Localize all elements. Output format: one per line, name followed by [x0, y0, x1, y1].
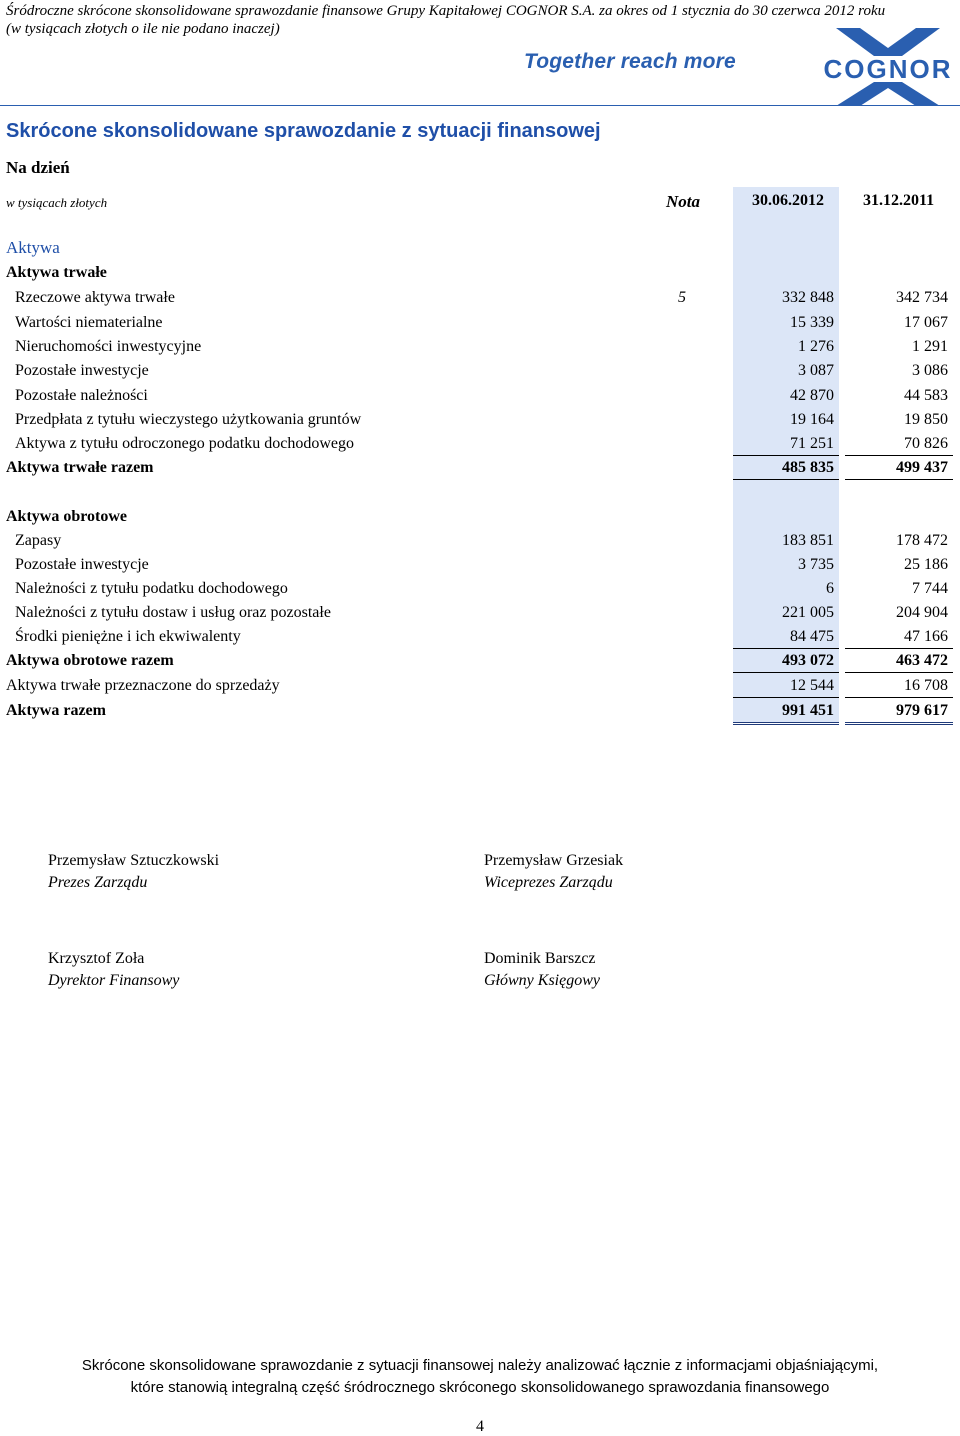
header-divider: [0, 105, 960, 106]
value-30-06-2012: 1 276: [798, 338, 834, 355]
value-30-06-2012: 493 072: [782, 652, 834, 669]
value-30-06-2012: 991 451: [782, 702, 834, 719]
value-31-12-2011: 979 617: [896, 702, 948, 719]
value-31-12-2011: 25 186: [904, 556, 948, 573]
table-row: [0, 286, 960, 310]
signatory-role: Główny Księgowy: [484, 972, 600, 989]
value-30-06-2012: 15 339: [790, 314, 834, 331]
page-number: 4: [476, 1418, 484, 1435]
table-row: [0, 432, 960, 456]
signature-block: [48, 850, 219, 894]
document-header-line-1: Śródroczne skrócone skonsolidowane sprawozdanie finansowe Grupy Kapitałowej COGNOR S.A. za okres od 1 stycznia do 30 czerwca 2012 roku: [6, 3, 886, 19]
table-row: [0, 625, 960, 649]
value-30-06-2012: 6: [826, 580, 834, 597]
subtotal-underline: [845, 479, 953, 480]
value-31-12-2011: 178 472: [896, 532, 948, 549]
value-31-12-2011: 204 904: [896, 604, 948, 621]
signatory-name: Przemysław Grzesiak: [484, 852, 624, 869]
value-31-12-2011: 19 850: [904, 411, 948, 428]
row-label: Aktywa obrotowe razem: [6, 652, 174, 669]
value-30-06-2012: 3 087: [798, 362, 834, 379]
table-row: [0, 408, 960, 432]
signatory-name: Krzysztof Zoła: [48, 950, 145, 967]
nota-column-header: Nota: [666, 192, 700, 211]
row-label: Pozostałe inwestycje: [15, 556, 149, 573]
total-double-underline: [733, 722, 839, 725]
value-31-12-2011: 70 826: [904, 435, 948, 452]
table-row: [0, 236, 960, 260]
total-double-underline: [845, 722, 953, 725]
value-31-12-2011: 7 744: [912, 580, 948, 597]
value-30-06-2012: 42 870: [790, 387, 834, 404]
footer-note: [0, 1355, 960, 1399]
value-30-06-2012: 3 735: [798, 556, 834, 573]
signature-block: [48, 948, 179, 992]
table-row: [0, 699, 960, 723]
table-row: [0, 311, 960, 335]
logo-wordmark: COGNOR: [823, 54, 953, 84]
column-header-current: 30.06.2012: [752, 192, 824, 209]
table-row: [0, 335, 960, 359]
footer-line-2: które stanowią integralną część śródrocznego skróconego skonsolidowanego sprawozdania finansowego: [130, 1379, 830, 1396]
value-30-06-2012: 485 835: [782, 459, 834, 476]
table-row: [0, 674, 960, 698]
value-31-12-2011: 342 734: [896, 289, 948, 306]
row-label: Pozostałe inwestycje: [15, 362, 149, 379]
cognor-logo: [818, 26, 958, 108]
table-row: [0, 577, 960, 601]
table-row: [0, 359, 960, 383]
value-31-12-2011: 3 086: [912, 362, 948, 379]
row-label: Należności z tytułu dostaw i usług oraz pozostałe: [15, 604, 331, 621]
row-label: Aktywa trwałe przeznaczone do sprzedaży: [6, 677, 280, 694]
table-row: [0, 384, 960, 408]
signature-block: [484, 948, 600, 992]
row-label: Aktywa trwałe: [6, 264, 107, 281]
value-30-06-2012: 221 005: [782, 604, 834, 621]
subtotal-underline: [733, 672, 839, 673]
row-label: Przedpłata z tytułu wieczystego użytkowania gruntów: [15, 411, 362, 428]
table-row: [0, 456, 960, 480]
value-30-06-2012: 183 851: [782, 532, 834, 549]
table-row: [0, 505, 960, 529]
footer-line-1: Skrócone skonsolidowane sprawozdanie z sytuacji finansowej należy analizować łącznie z informacjami objaśniającymi,: [81, 1357, 879, 1374]
signatory-name: Dominik Barszcz: [484, 950, 596, 967]
value-31-12-2011: 499 437: [896, 459, 948, 476]
units-label: w tysiącach złotych: [6, 195, 108, 210]
subtotal-underline: [845, 697, 953, 698]
row-label: Rzeczowe aktywa trwałe: [15, 289, 175, 306]
value-31-12-2011: 47 166: [904, 628, 948, 645]
row-label: Wartości niematerialne: [15, 314, 163, 331]
table-row: [0, 261, 960, 285]
statement-title: Skrócone skonsolidowane sprawozdanie z sytuacji finansowej: [6, 120, 601, 142]
document-header-line-2: (w tysiącach złotych o ile nie podano inaczej): [6, 21, 280, 37]
table-row: [0, 601, 960, 625]
subtotal-underline: [845, 672, 953, 673]
value-31-12-2011: 44 583: [904, 387, 948, 404]
value-30-06-2012: 332 848: [782, 289, 834, 306]
row-label: Zapasy: [15, 532, 62, 549]
value-31-12-2011: 16 708: [904, 677, 948, 694]
value-31-12-2011: 463 472: [896, 652, 948, 669]
value-30-06-2012: 19 164: [790, 411, 834, 428]
row-label: Aktywa trwałe razem: [6, 459, 154, 476]
row-label: Aktywa razem: [6, 702, 106, 719]
row-label: Aktywa: [6, 238, 60, 257]
subtotal-underline: [733, 479, 839, 480]
value-30-06-2012: 12 544: [790, 677, 834, 694]
signature-block: [484, 850, 623, 894]
row-label: Nieruchomości inwestycyjne: [15, 338, 202, 355]
company-tagline: Together reach more: [524, 50, 736, 73]
signatory-role: Prezes Zarządu: [48, 874, 148, 891]
signatory-role: Dyrektor Finansowy: [48, 972, 180, 989]
subtotal-underline: [733, 697, 839, 698]
value-31-12-2011: 17 067: [904, 314, 948, 331]
value-31-12-2011: 1 291: [912, 338, 948, 355]
row-label: Należności z tytułu podatku dochodowego: [15, 580, 288, 597]
table-row: [0, 529, 960, 553]
table-row: [0, 649, 960, 673]
value-30-06-2012: 84 475: [790, 628, 834, 645]
row-label: Aktywa z tytułu odroczonego podatku dochodowego: [15, 435, 355, 452]
signatory-role: Wiceprezes Zarządu: [484, 874, 613, 891]
row-label: Środki pieniężne i ich ekwiwalenty: [15, 628, 241, 645]
row-label: Aktywa obrotowe: [6, 508, 128, 525]
row-nota: 5: [678, 289, 686, 306]
table-row: [0, 553, 960, 577]
value-30-06-2012: 71 251: [790, 435, 834, 452]
statement-subtitle: Na dzień: [6, 158, 70, 177]
column-header-prior: 31.12.2011: [863, 192, 935, 209]
signatory-name: Przemysław Sztuczkowski: [48, 852, 220, 869]
row-label: Pozostałe należności: [15, 387, 148, 404]
